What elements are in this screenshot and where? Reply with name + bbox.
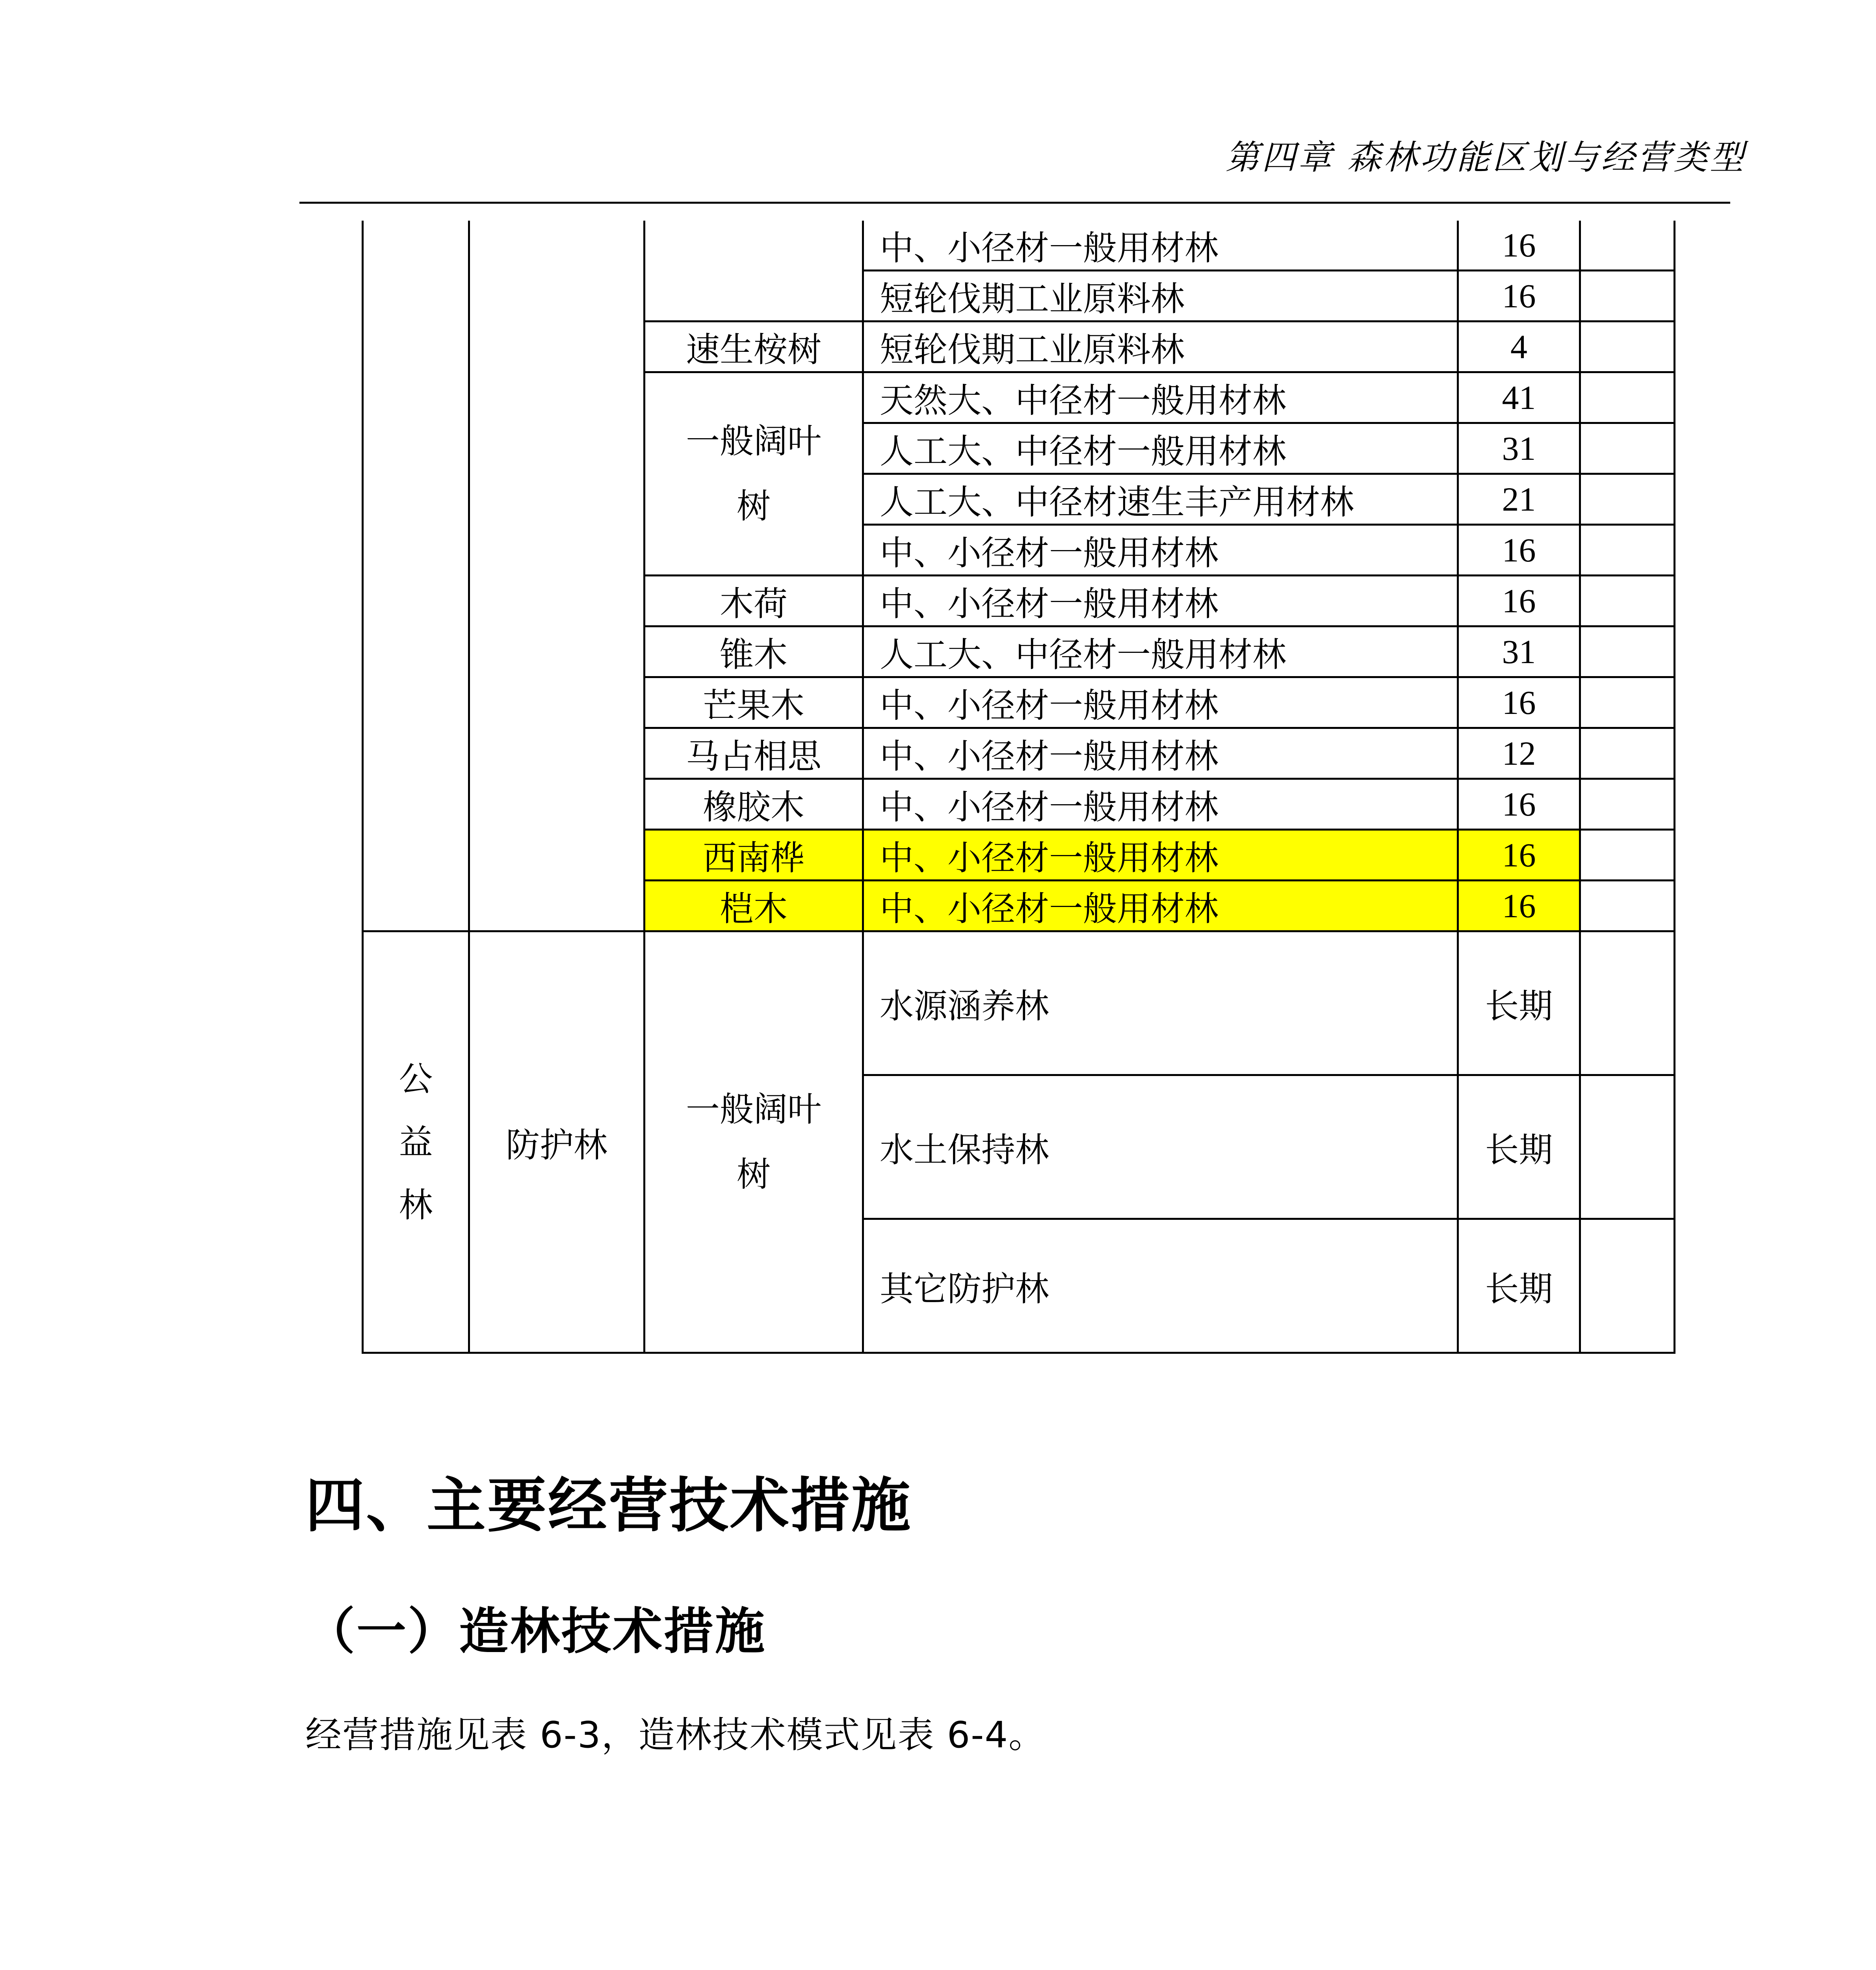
species-line: 树 <box>737 1154 771 1194</box>
extra-cell <box>1580 626 1675 677</box>
period-cell: 16 <box>1458 576 1580 626</box>
period-cell: 16 <box>1458 271 1580 322</box>
period-cell: 16 <box>1458 830 1580 881</box>
period-cell: 41 <box>1458 372 1580 423</box>
forest-type-cell: 天然大、中径材一般用材林 <box>863 372 1458 423</box>
subcategory-cell-protection: 防护林 <box>469 931 645 1353</box>
period-cell: 12 <box>1458 728 1580 779</box>
period-cell: 长期 <box>1458 931 1580 1075</box>
species-cell: 木荷 <box>645 576 863 626</box>
extra-cell <box>1580 423 1675 474</box>
forest-type-cell: 短轮伐期工业原料林 <box>863 322 1458 372</box>
extra-cell <box>1580 931 1675 1075</box>
extra-cell <box>1580 728 1675 779</box>
period-cell: 16 <box>1458 881 1580 931</box>
extra-cell <box>1580 779 1675 830</box>
category-cell <box>363 221 469 931</box>
extra-cell <box>1580 1075 1675 1219</box>
species-cell: 马占相思 <box>645 728 863 779</box>
category-char: 益 <box>399 1122 433 1162</box>
species-cell: 锥木 <box>645 626 863 677</box>
forest-type-cell: 水土保持林 <box>863 1075 1458 1219</box>
period-cell: 31 <box>1458 423 1580 474</box>
species-line: 一般阔叶 <box>686 421 821 461</box>
category-char: 林 <box>399 1185 433 1225</box>
table-row <box>363 931 1675 1075</box>
forest-type-cell: 中、小径材一般用材林 <box>863 830 1458 881</box>
species-line: 一般阔叶 <box>686 1089 821 1129</box>
extra-cell <box>1580 372 1675 423</box>
species-cell: 芒果木 <box>645 677 863 728</box>
period-cell: 16 <box>1458 525 1580 576</box>
period-cell: 16 <box>1458 779 1580 830</box>
species-cell: 速生桉树 <box>645 322 863 372</box>
extra-cell <box>1580 830 1675 881</box>
forest-type-cell: 短轮伐期工业原料林 <box>863 271 1458 322</box>
forest-management-table <box>362 221 1675 1354</box>
period-cell: 长期 <box>1458 1075 1580 1219</box>
extra-cell <box>1580 677 1675 728</box>
extra-cell <box>1580 322 1675 372</box>
table-row <box>363 221 1675 271</box>
extra-cell <box>1580 221 1675 271</box>
extra-cell <box>1580 881 1675 931</box>
forest-type-cell: 中、小径材一般用材林 <box>863 525 1458 576</box>
species-cell: 桤木 <box>645 881 863 931</box>
body-paragraph: 经营措施见表 6-3，造林技术模式见表 6-4。 <box>305 1714 1046 1756</box>
forest-type-cell: 水源涵养林 <box>863 931 1458 1075</box>
forest-type-cell: 中、小径材一般用材林 <box>863 677 1458 728</box>
forest-type-cell: 中、小径材一般用材林 <box>863 576 1458 626</box>
extra-cell <box>1580 576 1675 626</box>
forest-type-cell: 人工大、中径材一般用材林 <box>863 423 1458 474</box>
period-cell: 31 <box>1458 626 1580 677</box>
forest-type-cell: 其它防护林 <box>863 1219 1458 1353</box>
header-rule <box>299 202 1730 204</box>
period-cell: 4 <box>1458 322 1580 372</box>
species-cell: 西南桦 <box>645 830 863 881</box>
forest-type-cell: 中、小径材一般用材林 <box>863 881 1458 931</box>
forest-type-cell: 中、小径材一般用材林 <box>863 728 1458 779</box>
chapter-header: 第四章 森林功能区划与经营类型 <box>1225 138 1746 177</box>
extra-cell <box>1580 474 1675 525</box>
category-char: 公 <box>399 1059 433 1099</box>
period-cell: 16 <box>1458 677 1580 728</box>
forest-type-cell: 中、小径材一般用材林 <box>863 779 1458 830</box>
extra-cell <box>1580 1219 1675 1353</box>
period-cell: 长期 <box>1458 1219 1580 1353</box>
species-cell <box>645 221 863 322</box>
category-cell-welfare <box>363 931 469 1353</box>
section-heading: 四、主要经营技术措施 <box>305 1472 912 1540</box>
extra-cell <box>1580 525 1675 576</box>
subcategory-cell <box>469 221 645 931</box>
forest-type-cell: 人工大、中径材速生丰产用材林 <box>863 474 1458 525</box>
period-cell: 16 <box>1458 221 1580 271</box>
period-cell: 21 <box>1458 474 1580 525</box>
subsection-heading: （一）造林技术措施 <box>305 1602 766 1660</box>
forest-type-cell: 人工大、中径材一般用材林 <box>863 626 1458 677</box>
forest-type-cell: 中、小径材一般用材林 <box>863 221 1458 271</box>
species-line: 树 <box>737 486 771 526</box>
extra-cell <box>1580 271 1675 322</box>
species-cell: 橡胶木 <box>645 779 863 830</box>
species-cell-general-broadleaf <box>645 931 863 1353</box>
species-cell-general-broadleaf <box>645 372 863 576</box>
